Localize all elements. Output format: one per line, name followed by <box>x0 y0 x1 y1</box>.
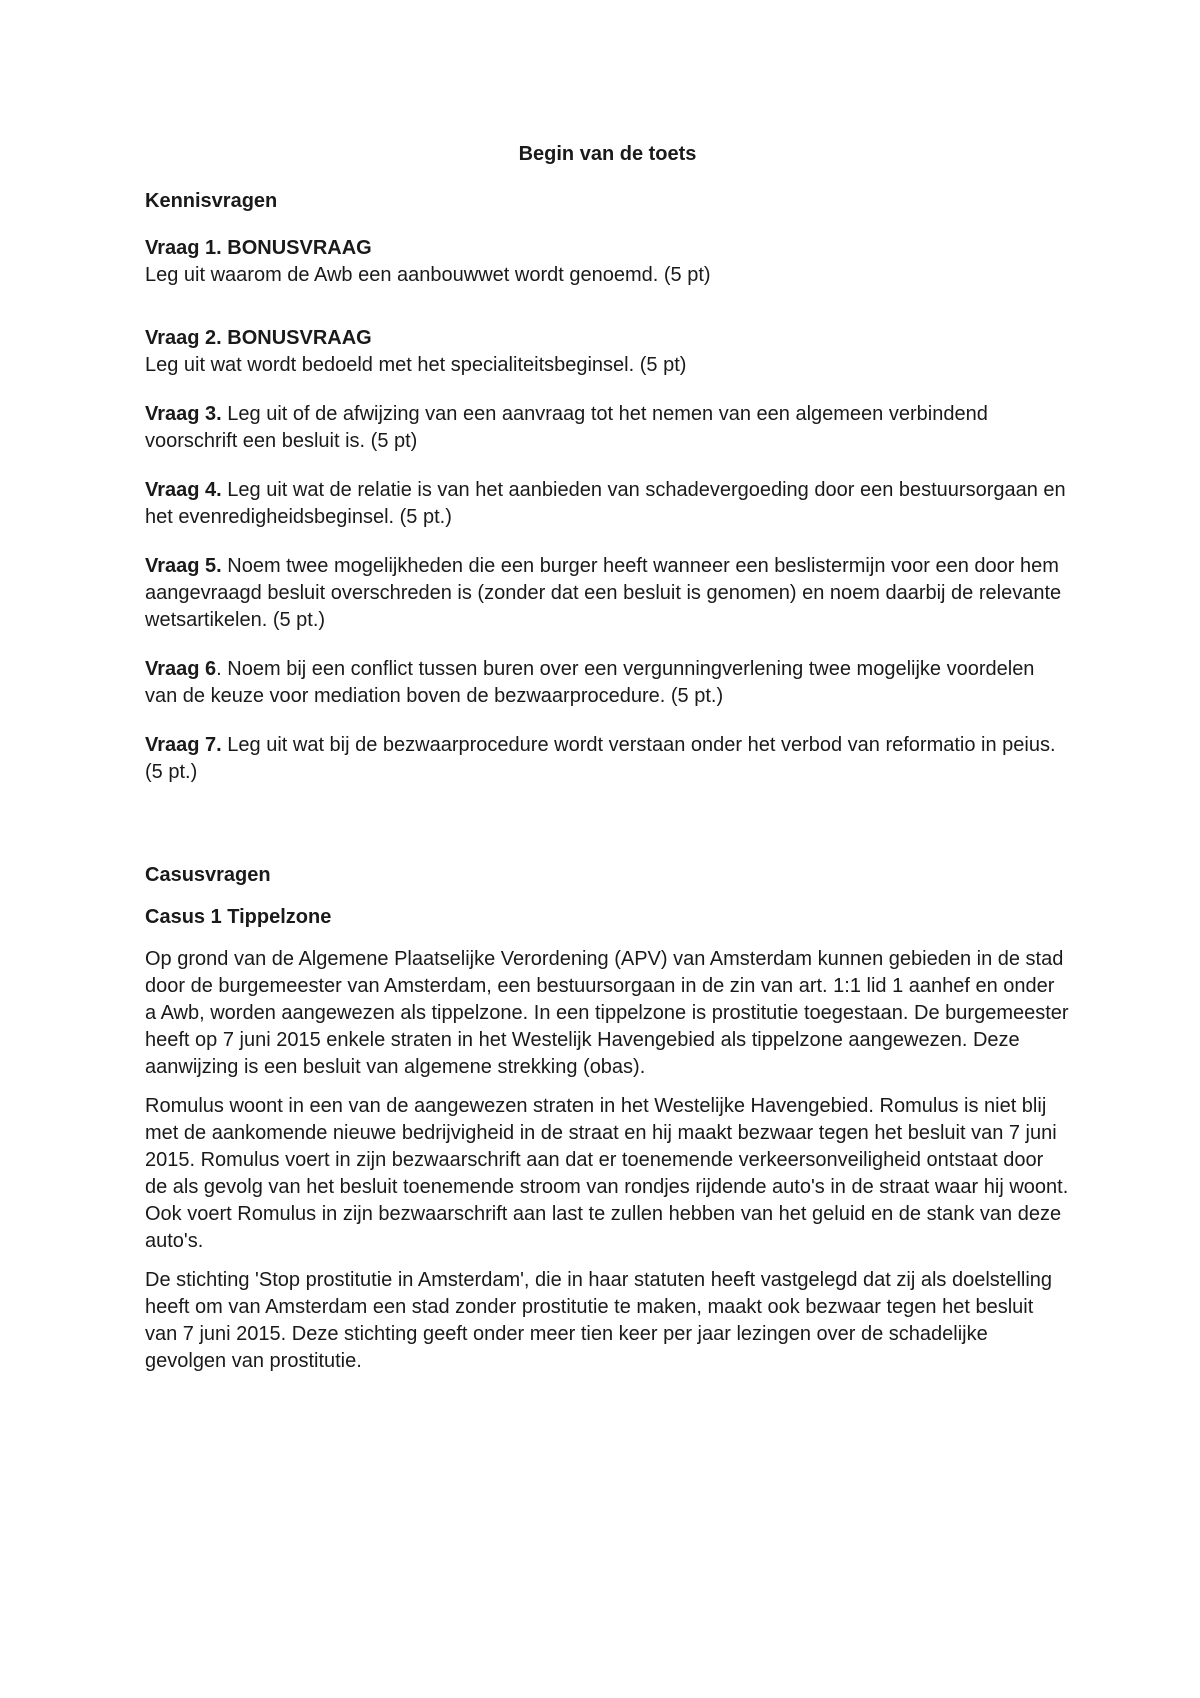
case-1-paragraph-2: Romulus woont in een van de aangewezen straten in het Westelijke Havengebied. Romulus is niet blij met de aankomende nieuwe bedrijvigheid in de straat en hij maakt bezwaar tegen het besluit van 7 juni 2015. Romulus voert in zijn bezwaarschrift aan dat er toenemende verkeersonveiligheid ontstaat door de als gevolg van het besluit toenemende stroom van rondjes rijdende auto's in de straat waar hij woont. Ook voert Romulus in zijn bezwaarschrift aan last te zullen hebben van het geluid en de stank van deze auto's. <box>145 1095 1069 1252</box>
question-1 <box>145 235 1070 289</box>
question-2-text: Leg uit wat wordt bedoeld met het specialiteitsbeginsel. (5 pt) <box>145 354 687 376</box>
question-3-number: Vraag 3. <box>145 403 222 425</box>
document-page <box>145 140 1070 1387</box>
question-4-text: Leg uit wat de relatie is van het aanbieden van schadevergoeding door een bestuursorgaan en het evenredigheidsbeginsel. (5 pt.) <box>145 479 1066 528</box>
question-3-text: Leg uit of de afwijzing van een aanvraag tot het nemen van een algemeen verbindend voorschrift een besluit is. (5 pt) <box>145 403 988 452</box>
question-6-text: . Noem bij een conflict tussen buren over een vergunningverlening twee mogelijke voordelen van de keuze voor mediation boven de bezwaarprocedure. (5 pt.) <box>145 658 1035 707</box>
question-2-number: Vraag 2. BONUSVRAAG <box>145 327 372 349</box>
case-1-title: Casus 1 Tippelzone <box>145 906 332 928</box>
question-7-text: Leg uit wat bij de bezwaarprocedure wordt verstaan onder het verbod van reformatio in peius. (5 pt.) <box>145 734 1056 783</box>
question-6-number: Vraag 6 <box>145 658 217 680</box>
question-6 <box>145 656 1070 710</box>
question-4-number: Vraag 4. <box>145 479 222 501</box>
case-1-paragraph-1: Op grond van de Algemene Plaatselijke Verordening (APV) van Amsterdam kunnen gebieden in de stad door de burgemeester van Amsterdam, een bestuursorgaan in de zin van art. 1:1 lid 1 aanhef en onder a Awb, worden aangewezen als tippelzone. In een tippelzone is prostitutie toegestaan. De burgemeester heeft op 7 juni 2015 enkele straten in het Westelijk Havengebied als tippelzone aangewezen. Deze aanwijzing is een besluit van algemene strekking (obas). <box>145 948 1069 1078</box>
question-1-text: Leg uit waarom de Awb een aanbouwwet wordt genoemd. (5 pt) <box>145 264 711 286</box>
question-5-text: Noem twee mogelijkheden die een burger heeft wanneer een beslistermijn voor een door hem aangevraagd besluit overschreden is (zonder dat een besluit is genomen) en noem daarbij de relevante wetsartikelen. (5 pt.) <box>145 555 1062 631</box>
question-4 <box>145 477 1070 531</box>
question-5 <box>145 553 1070 634</box>
case-1-paragraph-3: De stichting 'Stop prostitutie in Amsterdam', die in haar statuten heeft vastgelegd dat zij als doelstelling heeft om van Amsterdam een stad zonder prostitutie te maken, maakt ook bezwaar tegen het besluit van 7 juni 2015. Deze stichting geeft onder meer tien keer per jaar lezingen over de schadelijke gevolgen van prostitutie. <box>145 1269 1053 1372</box>
section-heading-cases: Casusvragen <box>145 864 271 886</box>
question-7 <box>145 732 1070 786</box>
question-2 <box>145 325 1070 379</box>
question-3 <box>145 401 1070 455</box>
question-7-number: Vraag 7. <box>145 734 222 756</box>
document-title: Begin van de toets <box>518 143 697 165</box>
question-1-number: Vraag 1. BONUSVRAAG <box>145 237 372 259</box>
section-heading-knowledge: Kennisvragen <box>145 190 278 212</box>
question-5-number: Vraag 5. <box>145 555 222 577</box>
